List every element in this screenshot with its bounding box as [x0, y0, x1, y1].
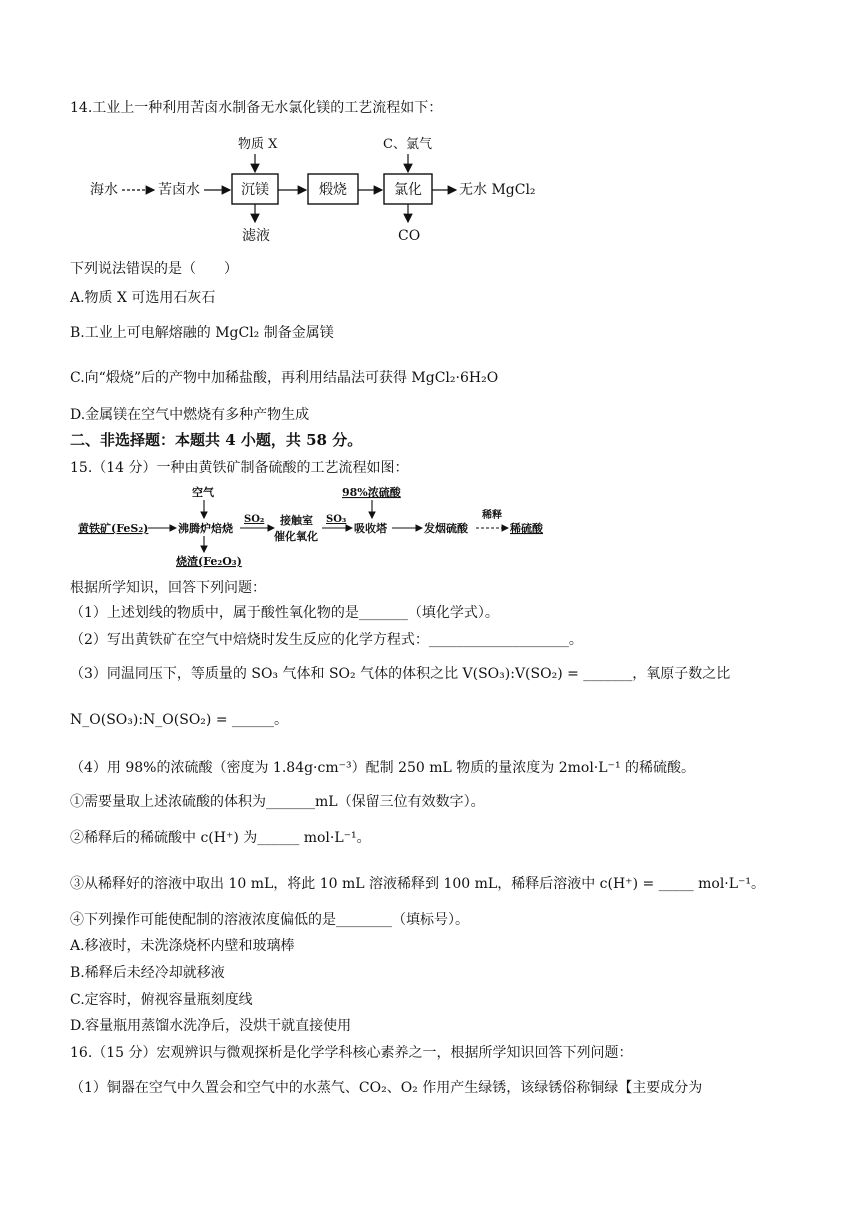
q14-flow-diagram — [72, 128, 542, 248]
q15-step1: ①需要量取上述浓硫酸的体积为_______mL（保留三位有效数字）。 — [70, 794, 485, 810]
q15-sub1: （1）上述划线的物质中，属于酸性氧化物的是_______（填化学式）。 — [70, 605, 499, 621]
q15-step3: ③从稀释好的溶液中取出 10 mL，将此 10 mL 溶液稀释到 100 mL，稀释后溶液中 c(H⁺) = _____ mol·L⁻¹。 — [70, 876, 766, 892]
q14-option-a: A.物质 X 可选用石灰石 — [70, 290, 216, 306]
co-label: CO — [398, 228, 421, 244]
so2-label: SO₂ — [244, 514, 265, 525]
absorber-label: 吸收塔 — [354, 522, 387, 535]
reagent-x-label: 物质 X — [238, 137, 278, 152]
q16-stem: 16.（15 分）宏观辨识与微观探析是化学学科核心素养之一，根据所学知识回答下列问题： — [70, 1045, 633, 1061]
filtrate-label: 滤液 — [242, 228, 270, 244]
product-label: 无水 MgCl₂ — [459, 182, 536, 198]
q15-sub3a: （3）同温同压下，等质量的 SO₃ 气体和 SO₂ 气体的体积之比 V(SO₃):V(SO₂) = _______，氧原子数之比 — [70, 666, 731, 682]
precip-label: 沉镁 — [241, 182, 269, 198]
q15-stem: 15.（14 分）一种由黄铁矿制备硫酸的工艺流程如图： — [70, 460, 409, 476]
q15-step4: ④下列操作可能使配制的溶液浓度偏低的是________（填标号）。 — [70, 912, 469, 928]
q15-option-c: C.定容时，俯视容量瓶刻度线 — [70, 992, 253, 1008]
section-heading: 二、非选择题：本题共 4 小题，共 58 分。 — [70, 431, 363, 449]
q14-option-d: D.金属镁在空气中燃烧有多种产物生成 — [70, 407, 310, 423]
seawater-label: 海水 — [90, 182, 118, 198]
chlorinate-label: 氯化 — [394, 182, 422, 198]
q15-step2: ②稀释后的稀硫酸中 c(H⁺) 为______ mol·L⁻¹。 — [70, 830, 371, 846]
q14-option-c: C.向“煅烧”后的产物中加稀盐酸，再利用结晶法可获得 MgCl₂·6H₂O — [70, 370, 499, 386]
q15-option-d: D.容量瓶用蒸馏水洗净后，没烘干就直接使用 — [70, 1018, 352, 1034]
calcine-label: 煅烧 — [319, 182, 347, 198]
q15-option-b: B.稀释后未经冷却就移液 — [70, 965, 225, 981]
brine-label: 苦卤水 — [158, 182, 200, 198]
dilute-label: 稀释 — [482, 510, 502, 521]
furnace-label: 沸腾炉焙烧 — [178, 522, 233, 535]
pyrite-label: 黄铁矿(FeS₂) — [78, 522, 149, 535]
q15-sub3b: N_O(SO₃):N_O(SO₂) = ______。 — [70, 712, 289, 728]
contact-label-2: 催化氧化 — [274, 530, 318, 543]
q15-intro: 根据所学知识，回答下列问题： — [70, 580, 266, 596]
q14-question: 下列说法错误的是（ ） — [70, 261, 238, 277]
c-cl2-label: C、氯气 — [383, 137, 432, 152]
slag-label: 烧渣(Fe₂O₃) — [176, 555, 242, 568]
oleum-label: 发烟硫酸 — [424, 522, 468, 535]
contact-label-1: 接触室 — [280, 514, 313, 527]
q15-flow-diagram — [72, 484, 562, 570]
q16-sub1: （1）铜器在空气中久置会和空气中的水蒸气、CO₂、O₂ 作用产生绿锈，该绿锈俗称铜绿【主要成分为 — [70, 1080, 703, 1096]
so3-label: SO₃ — [326, 514, 347, 525]
q15-option-a: A.移液时，未洗涤烧杯内壁和玻璃棒 — [70, 938, 295, 954]
q14-option-b: B.工业上可电解熔融的 MgCl₂ 制备金属镁 — [70, 325, 334, 341]
acid98-label: 98%浓硫酸 — [342, 486, 401, 499]
air-label: 空气 — [192, 486, 214, 499]
dilacid-label: 稀硫酸 — [510, 522, 543, 535]
q15-sub2: （2）写出黄铁矿在空气中焙烧时发生反应的化学方程式：____________________。 — [70, 632, 583, 648]
q15-sub4: （4）用 98%的浓硫酸（密度为 1.84g·cm⁻³）配制 250 mL 物质的量浓度为 2mol·L⁻¹ 的稀硫酸。 — [70, 760, 696, 776]
q14-stem: 14.工业上一种利用苦卤水制备无水氯化镁的工艺流程如下： — [70, 100, 443, 116]
